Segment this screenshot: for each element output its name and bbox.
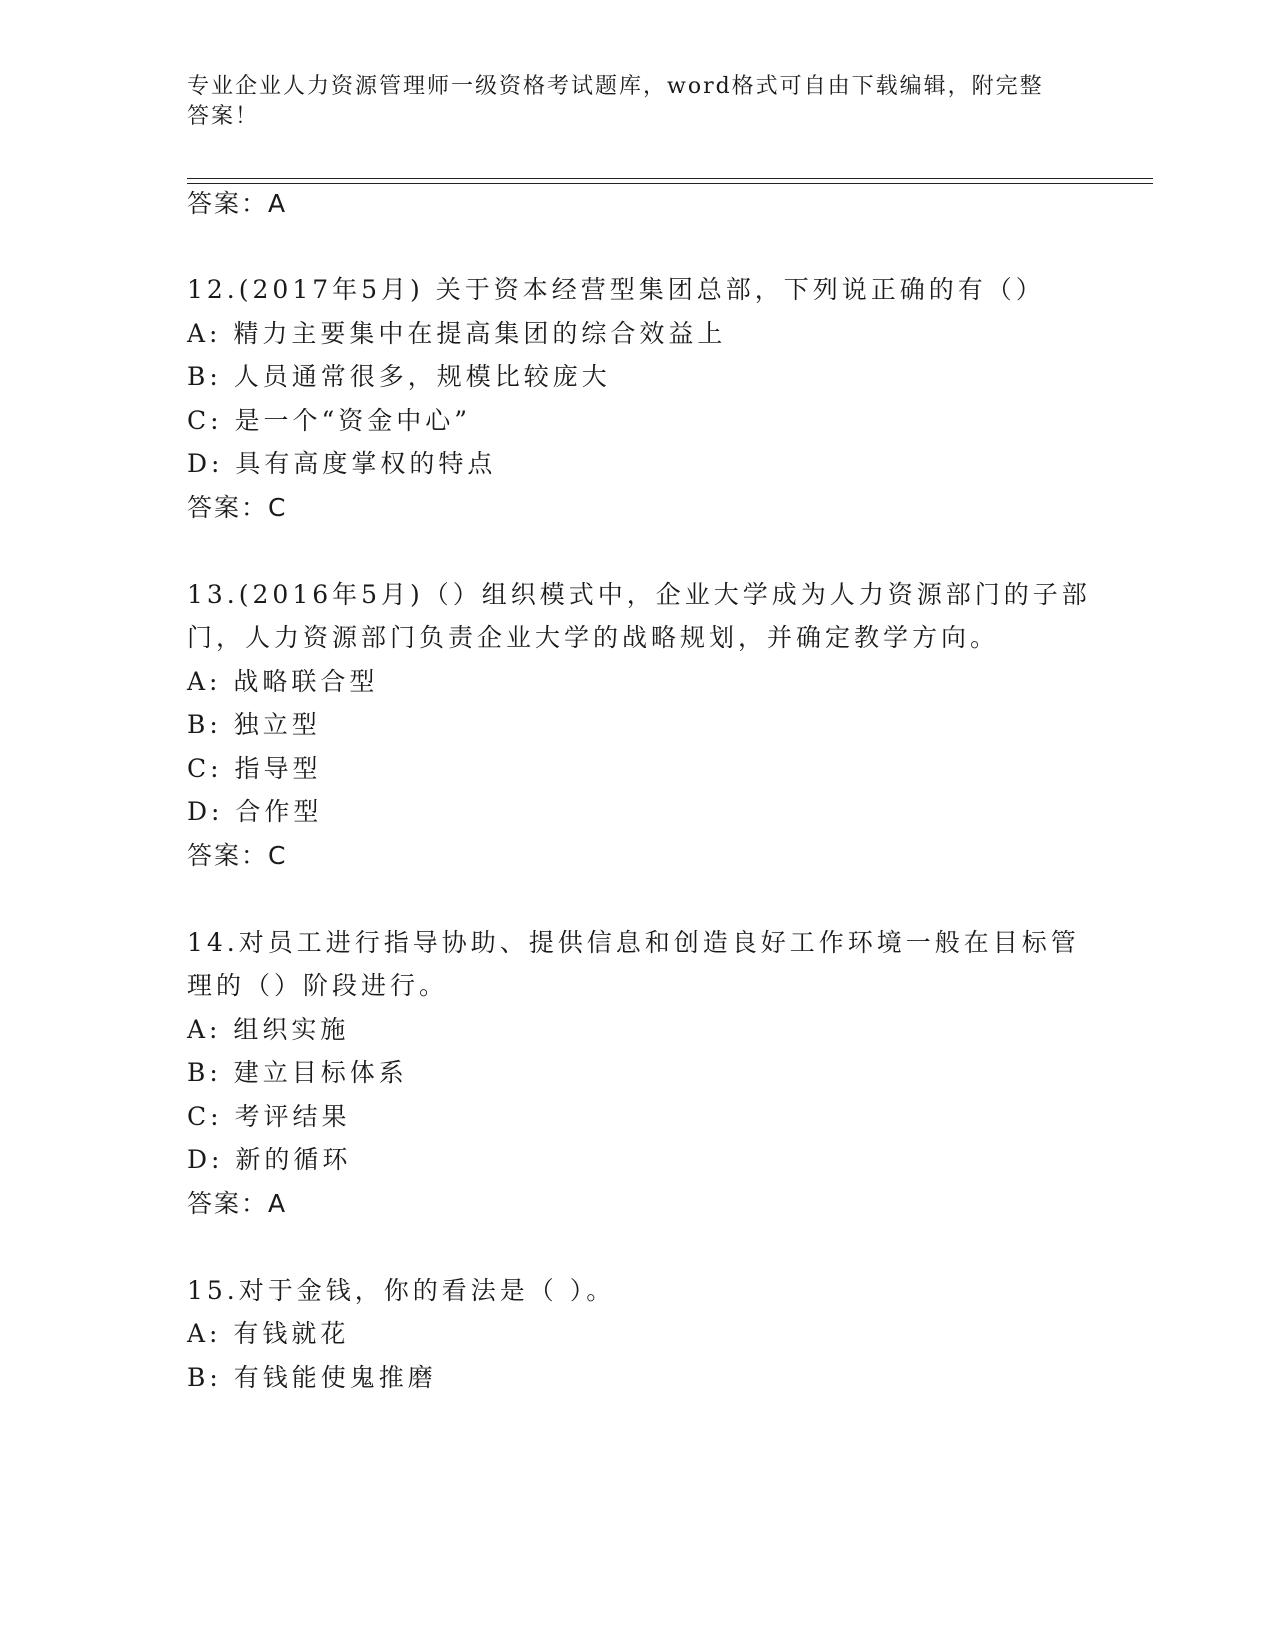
option-13-b: B: 独立型 — [187, 710, 321, 739]
document-header: 专业企业人力资源管理师一级资格考试题库，word格式可自由下载编辑，附完整答案！ — [187, 74, 1044, 129]
question-13-line2: 门，人力资源部门负责企业大学的战略规划，并确定教学方向。 — [187, 623, 1000, 652]
option-15-b: B: 有钱能使鬼推磨 — [187, 1363, 437, 1392]
option-14-d: D: 新的循环 — [187, 1145, 352, 1174]
option-12-b: B: 人员通常很多，规模比较庞大 — [187, 362, 611, 391]
option-14-c: C: 考评结果 — [187, 1102, 351, 1131]
option-12-d: D: 具有高度掌权的特点 — [187, 449, 497, 478]
question-12: 12.(2017年5月) 关于资本经营型集团总部，下列说正确的有（） — [187, 275, 1045, 304]
header-rule-top — [187, 178, 1153, 179]
option-15-a: A: 有钱就花 — [187, 1319, 350, 1348]
option-13-d: D: 合作型 — [187, 797, 323, 826]
answer-13: 答案：C — [187, 841, 288, 870]
answer-14: 答案：A — [187, 1189, 288, 1218]
option-12-a: A: 精力主要集中在提高集团的综合效益上 — [187, 319, 727, 348]
option-14-a: A: 组织实施 — [187, 1015, 350, 1044]
question-15: 15.对于金钱，你的看法是（ ）。 — [187, 1276, 616, 1305]
question-14-line2: 理的（）阶段进行。 — [187, 971, 449, 1000]
option-12-c: C: 是一个“资金中心” — [187, 406, 472, 435]
question-14-line1: 14.对员工进行指导协助、提供信息和创造良好工作环境一般在目标管 — [187, 928, 1080, 957]
option-14-b: B: 建立目标体系 — [187, 1058, 408, 1087]
answer-11: 答案：A — [187, 189, 288, 218]
question-13-line1: 13.(2016年5月)（）组织模式中，企业大学成为人力资源部门的子部 — [187, 580, 1091, 609]
option-13-a: A: 战略联合型 — [187, 667, 379, 696]
header-rule-bottom — [187, 183, 1153, 184]
option-13-c: C: 指导型 — [187, 754, 322, 783]
answer-12: 答案：C — [187, 493, 288, 522]
